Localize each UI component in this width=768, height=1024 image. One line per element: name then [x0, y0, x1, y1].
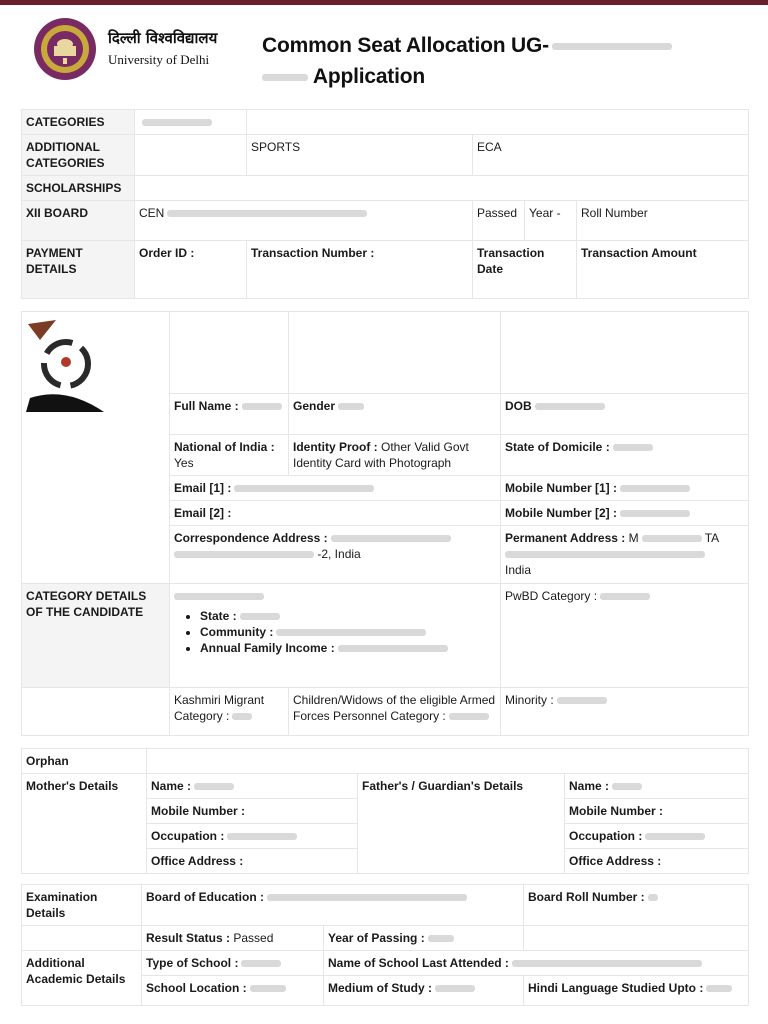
- mother-occupation-field: Occupation :: [147, 824, 358, 849]
- document-title: [262, 30, 732, 92]
- empty-cell: [501, 312, 749, 394]
- redacted-text: [262, 74, 308, 81]
- result-status-field: Result Status : Passed: [142, 926, 324, 951]
- order-id-label: Order ID :: [135, 241, 247, 299]
- father-mobile-field: Mobile Number :: [565, 799, 749, 824]
- mother-mobile-field: Mobile Number :: [147, 799, 358, 824]
- school-name-field: Name of School Last Attended :: [324, 951, 749, 976]
- eca-value: ECA: [473, 135, 749, 176]
- category-details-label: CATEGORY DETAILS OF THE CANDIDATE: [22, 584, 170, 688]
- armed-forces-field: Children/Widows of the eligible Armed Forces Personnel Category :: [289, 688, 501, 736]
- year-passing-field: Year of Passing :: [324, 926, 524, 951]
- category-details-value: [170, 584, 501, 688]
- empty-cell: [289, 312, 501, 394]
- board-roll-field: Board Roll Number :: [524, 885, 749, 926]
- orphan-label: Orphan: [22, 749, 147, 774]
- correspondence-address-field: Correspondence Address : -2, India: [170, 526, 501, 584]
- empty-cell: [247, 110, 749, 135]
- gender-field: Gender: [289, 394, 501, 435]
- xii-board-value: CEN: [135, 201, 473, 241]
- additional-categories-label: ADDITIONAL CATEGORIES: [22, 135, 135, 176]
- xii-board-label: XII BOARD: [22, 201, 135, 241]
- empty-cell: [170, 312, 289, 394]
- category-community: • Community :: [200, 624, 496, 640]
- hindi-language-field: Hindi Language Studied Upto :: [524, 976, 749, 1006]
- year-label: Year -: [525, 201, 577, 241]
- national-field: National of India : Yes: [170, 435, 289, 476]
- minority-field: Minority :: [501, 688, 749, 736]
- orphan-value: [147, 749, 749, 774]
- state-domicile-field: State of Domicile :: [501, 435, 749, 476]
- sports-value: SPORTS: [247, 135, 473, 176]
- full-name-field: Full Name :: [170, 394, 289, 435]
- email-1-field: Email [1] :: [170, 476, 501, 501]
- mobile-1-field: Mobile Number [1] :: [501, 476, 749, 501]
- email-2-field: Email [2] :: [170, 501, 501, 526]
- university-name-hindi: दिल्ली विश्वविद्यालय: [108, 29, 218, 47]
- empty-cell: [135, 135, 247, 176]
- examination-details-label: Examination Details: [22, 885, 142, 926]
- mother-name-field: Name :: [147, 774, 358, 799]
- school-location-field: School Location :: [142, 976, 324, 1006]
- medium-study-field: Medium of Study :: [324, 976, 524, 1006]
- empty-cell: [22, 926, 142, 951]
- title-line-1: Common Seat Allocation UG-: [262, 34, 549, 57]
- mobile-2-field: Mobile Number [2] :: [501, 501, 749, 526]
- permanent-address-field: Permanent Address : M TA India: [501, 526, 749, 584]
- category-income: • Annual Family Income :: [200, 640, 496, 656]
- transaction-amount-label: Transaction Amount: [577, 241, 749, 299]
- pwbd-field: PwBD Category :: [501, 584, 749, 688]
- university-logo: [30, 16, 100, 82]
- scholarships-label: SCHOLARSHIPS: [22, 176, 135, 201]
- university-name-english: University of Delhi: [108, 52, 210, 67]
- father-name-field: Name :: [565, 774, 749, 799]
- payment-details-label: PAYMENT DETAILS: [22, 241, 135, 299]
- examination-details-table: [21, 884, 749, 1006]
- passed-status: Passed: [473, 201, 525, 241]
- category-state: • State :: [200, 608, 496, 624]
- title-line-2: Application: [312, 65, 425, 88]
- mothers-details-label: Mother's Details: [22, 774, 147, 874]
- identity-proof-field: Identity Proof : Other Valid Govt Identity Card with Photograph: [289, 435, 501, 476]
- scholarships-value: [135, 176, 749, 201]
- empty-cell: [524, 926, 749, 951]
- fathers-details-label: Father's / Guardian's Details: [358, 774, 565, 874]
- kashmiri-migrant-field: Kashmiri Migrant Category :: [170, 688, 289, 736]
- photo-cell: [22, 312, 170, 584]
- top-bar: [0, 0, 768, 5]
- personal-details-table: [21, 311, 749, 736]
- transaction-number-label: Transaction Number :: [247, 241, 473, 299]
- roll-number-label: Roll Number: [577, 201, 749, 241]
- category-list: [174, 608, 496, 656]
- additional-academic-label: Additional Academic Details: [22, 951, 142, 1006]
- transaction-date-label: Transaction Date: [473, 241, 577, 299]
- father-office-field: Office Address :: [565, 849, 749, 874]
- candidate-photo: [26, 316, 106, 414]
- categories-value: [135, 110, 247, 135]
- family-details-table: [21, 748, 749, 874]
- board-education-field: Board of Education :: [142, 885, 524, 926]
- school-type-field: Type of School :: [142, 951, 324, 976]
- redacted-text: [552, 43, 672, 50]
- empty-cell: [22, 688, 170, 736]
- mother-office-field: Office Address :: [147, 849, 358, 874]
- categories-table: [21, 109, 749, 299]
- dob-field: DOB: [501, 394, 749, 435]
- father-occupation-field: Occupation :: [565, 824, 749, 849]
- categories-label: CATEGORIES: [22, 110, 135, 135]
